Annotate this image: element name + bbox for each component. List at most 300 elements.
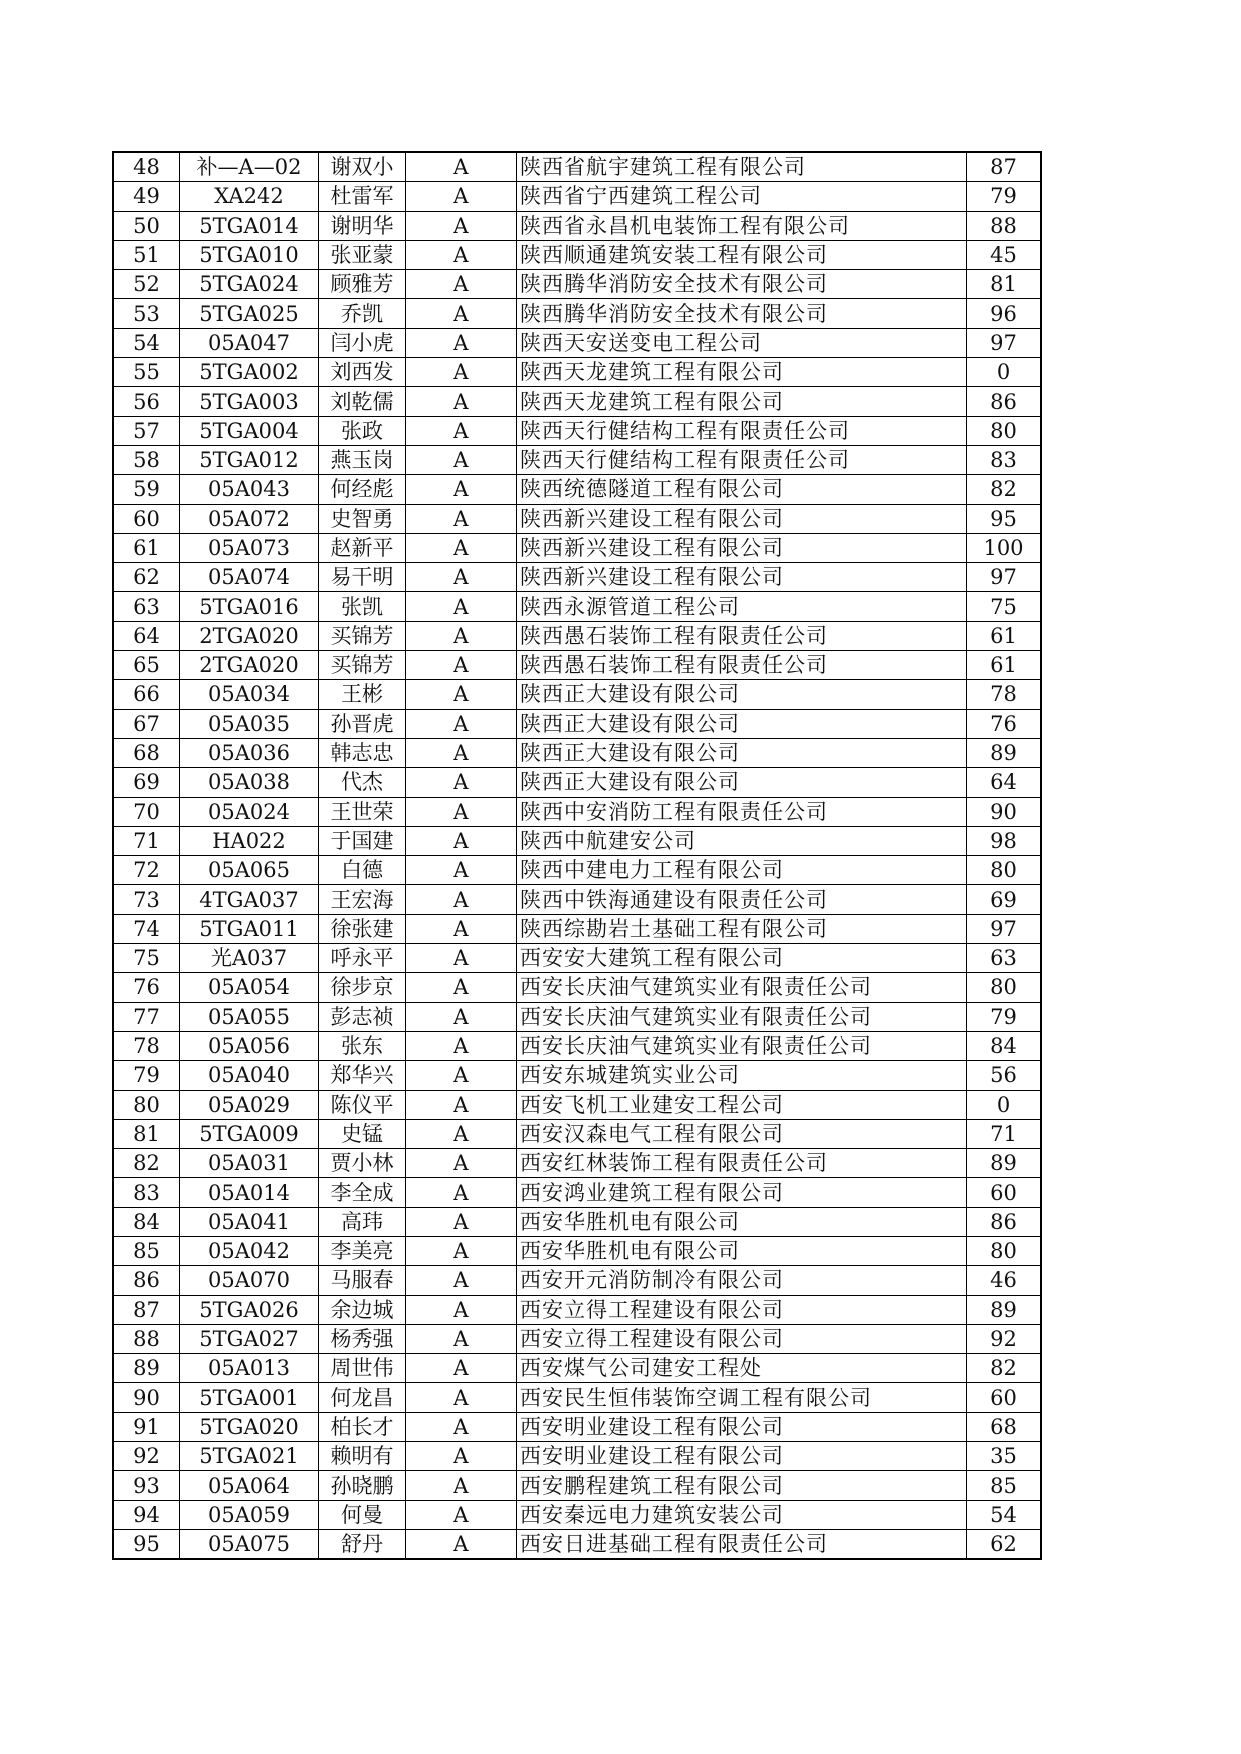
score-cell: 80 bbox=[967, 1236, 1042, 1265]
person-name-cell: 呼永平 bbox=[319, 944, 406, 973]
person-name-cell: 顾雅芳 bbox=[319, 270, 406, 299]
company-name-cell: 西安煤气公司建安工程处 bbox=[517, 1354, 967, 1383]
person-name-cell: 赵新平 bbox=[319, 533, 406, 562]
row-number-cell: 80 bbox=[113, 1090, 180, 1119]
grade-cell: A bbox=[406, 1236, 517, 1265]
person-name-cell: 孙晋虎 bbox=[319, 709, 406, 738]
certificate-id-cell: 05A029 bbox=[180, 1090, 319, 1119]
company-name-cell: 陕西天行健结构工程有限责任公司 bbox=[517, 416, 967, 445]
table-row bbox=[113, 182, 1041, 211]
score-cell: 80 bbox=[967, 856, 1042, 885]
certificate-id-cell: 4TGA037 bbox=[180, 885, 319, 914]
grade-cell: A bbox=[406, 533, 517, 562]
company-name-cell: 西安秦远电力建筑安装公司 bbox=[517, 1500, 967, 1529]
score-cell: 63 bbox=[967, 944, 1042, 973]
certificate-id-cell: 5TGA026 bbox=[180, 1295, 319, 1324]
row-number-cell: 60 bbox=[113, 504, 180, 533]
score-cell: 90 bbox=[967, 797, 1042, 826]
score-cell: 97 bbox=[967, 328, 1042, 357]
person-name-cell: 陈仪平 bbox=[319, 1090, 406, 1119]
company-name-cell: 西安开元消防制冷有限公司 bbox=[517, 1266, 967, 1295]
company-name-cell: 陕西正大建设有限公司 bbox=[517, 738, 967, 767]
certificate-id-cell: 05A075 bbox=[180, 1529, 319, 1559]
grade-cell: A bbox=[406, 299, 517, 328]
company-name-cell: 陕西腾华消防安全技术有限公司 bbox=[517, 270, 967, 299]
table-row bbox=[113, 621, 1041, 650]
person-name-cell: 买锦芳 bbox=[319, 621, 406, 650]
row-number-cell: 75 bbox=[113, 944, 180, 973]
score-cell: 85 bbox=[967, 1471, 1042, 1500]
table-row bbox=[113, 1207, 1041, 1236]
score-cell: 60 bbox=[967, 1178, 1042, 1207]
certificate-id-cell: 05A036 bbox=[180, 738, 319, 767]
row-number-cell: 83 bbox=[113, 1178, 180, 1207]
table-row bbox=[113, 738, 1041, 767]
person-name-cell: 易干明 bbox=[319, 563, 406, 592]
score-cell: 82 bbox=[967, 475, 1042, 504]
row-number-cell: 52 bbox=[113, 270, 180, 299]
score-cell: 88 bbox=[967, 211, 1042, 240]
certificate-id-cell: 05A047 bbox=[180, 328, 319, 357]
grade-cell: A bbox=[406, 944, 517, 973]
table-row bbox=[113, 592, 1041, 621]
table-row bbox=[113, 211, 1041, 240]
company-name-cell: 陕西中航建安公司 bbox=[517, 826, 967, 855]
company-name-cell: 陕西天安送变电工程公司 bbox=[517, 328, 967, 357]
table-row bbox=[113, 387, 1041, 416]
grade-cell: A bbox=[406, 1354, 517, 1383]
company-name-cell: 陕西天龙建筑工程有限公司 bbox=[517, 358, 967, 387]
table-row bbox=[113, 1442, 1041, 1471]
score-cell: 35 bbox=[967, 1442, 1042, 1471]
certificate-id-cell: 5TGA002 bbox=[180, 358, 319, 387]
certificate-id-cell: 05A031 bbox=[180, 1149, 319, 1178]
grade-cell: A bbox=[406, 1266, 517, 1295]
table-row bbox=[113, 826, 1041, 855]
company-name-cell: 西安红林装饰工程有限责任公司 bbox=[517, 1149, 967, 1178]
company-name-cell: 西安华胜机电有限公司 bbox=[517, 1207, 967, 1236]
company-name-cell: 西安明业建设工程有限公司 bbox=[517, 1442, 967, 1471]
certificate-id-cell: 5TGA014 bbox=[180, 211, 319, 240]
company-name-cell: 陕西天行健结构工程有限责任公司 bbox=[517, 445, 967, 474]
row-number-cell: 53 bbox=[113, 299, 180, 328]
grade-cell: A bbox=[406, 1383, 517, 1412]
person-name-cell: 郑华兴 bbox=[319, 1061, 406, 1090]
company-name-cell: 西安立得工程建设有限公司 bbox=[517, 1295, 967, 1324]
company-name-cell: 陕西统德隧道工程有限公司 bbox=[517, 475, 967, 504]
company-name-cell: 西安飞机工业建安工程公司 bbox=[517, 1090, 967, 1119]
table-row bbox=[113, 973, 1041, 1002]
company-name-cell: 西安汉森电气工程有限公司 bbox=[517, 1119, 967, 1148]
person-name-cell: 白德 bbox=[319, 856, 406, 885]
person-name-cell: 韩志忠 bbox=[319, 738, 406, 767]
grade-cell: A bbox=[406, 621, 517, 650]
company-name-cell: 西安鸿业建筑工程有限公司 bbox=[517, 1178, 967, 1207]
person-name-cell: 乔凯 bbox=[319, 299, 406, 328]
score-cell: 89 bbox=[967, 738, 1042, 767]
company-name-cell: 陕西愚石装饰工程有限责任公司 bbox=[517, 621, 967, 650]
table-row bbox=[113, 856, 1041, 885]
certificate-id-cell: 05A038 bbox=[180, 768, 319, 797]
grade-cell: A bbox=[406, 182, 517, 211]
certificate-id-cell: 05A035 bbox=[180, 709, 319, 738]
company-name-cell: 西安长庆油气建筑实业有限责任公司 bbox=[517, 1031, 967, 1060]
grade-cell: A bbox=[406, 885, 517, 914]
grade-cell: A bbox=[406, 651, 517, 680]
person-name-cell: 何龙昌 bbox=[319, 1383, 406, 1412]
certificate-id-cell: 05A034 bbox=[180, 680, 319, 709]
person-name-cell: 马服春 bbox=[319, 1266, 406, 1295]
score-cell: 61 bbox=[967, 621, 1042, 650]
certificate-id-cell: 05A059 bbox=[180, 1500, 319, 1529]
row-number-cell: 85 bbox=[113, 1236, 180, 1265]
score-cell: 89 bbox=[967, 1149, 1042, 1178]
certificate-id-cell: 5TGA021 bbox=[180, 1442, 319, 1471]
table-row bbox=[113, 1002, 1041, 1031]
row-number-cell: 59 bbox=[113, 475, 180, 504]
table-row bbox=[113, 1178, 1041, 1207]
person-name-cell: 谢双小 bbox=[319, 152, 406, 182]
row-number-cell: 92 bbox=[113, 1442, 180, 1471]
row-number-cell: 77 bbox=[113, 1002, 180, 1031]
score-cell: 96 bbox=[967, 299, 1042, 328]
table-row bbox=[113, 680, 1041, 709]
person-name-cell: 燕玉岗 bbox=[319, 445, 406, 474]
company-name-cell: 陕西永源管道工程公司 bbox=[517, 592, 967, 621]
person-name-cell: 彭志祯 bbox=[319, 1002, 406, 1031]
score-cell: 64 bbox=[967, 768, 1042, 797]
score-cell: 76 bbox=[967, 709, 1042, 738]
grade-cell: A bbox=[406, 1500, 517, 1529]
row-number-cell: 76 bbox=[113, 973, 180, 1002]
grade-cell: A bbox=[406, 1295, 517, 1324]
company-name-cell: 西安民生恒伟装饰空调工程有限公司 bbox=[517, 1383, 967, 1412]
certificate-id-cell: 5TGA016 bbox=[180, 592, 319, 621]
person-name-cell: 刘乾儒 bbox=[319, 387, 406, 416]
row-number-cell: 94 bbox=[113, 1500, 180, 1529]
row-number-cell: 74 bbox=[113, 914, 180, 943]
score-cell: 98 bbox=[967, 826, 1042, 855]
person-name-cell: 谢明华 bbox=[319, 211, 406, 240]
grade-cell: A bbox=[406, 768, 517, 797]
score-cell: 92 bbox=[967, 1324, 1042, 1353]
table-row bbox=[113, 885, 1041, 914]
table-row bbox=[113, 1383, 1041, 1412]
table-row bbox=[113, 1031, 1041, 1060]
certificate-id-cell: 光A037 bbox=[180, 944, 319, 973]
table-row bbox=[113, 358, 1041, 387]
company-name-cell: 陕西省宁西建筑工程公司 bbox=[517, 182, 967, 211]
certificate-id-cell: 5TGA004 bbox=[180, 416, 319, 445]
score-cell: 56 bbox=[967, 1061, 1042, 1090]
row-number-cell: 49 bbox=[113, 182, 180, 211]
row-number-cell: 68 bbox=[113, 738, 180, 767]
score-cell: 45 bbox=[967, 240, 1042, 269]
grade-cell: A bbox=[406, 797, 517, 826]
company-name-cell: 陕西正大建设有限公司 bbox=[517, 709, 967, 738]
row-number-cell: 48 bbox=[113, 152, 180, 182]
certificate-id-cell: 05A055 bbox=[180, 1002, 319, 1031]
grade-cell: A bbox=[406, 856, 517, 885]
table-row bbox=[113, 1236, 1041, 1265]
grade-cell: A bbox=[406, 270, 517, 299]
grade-cell: A bbox=[406, 592, 517, 621]
company-name-cell: 西安安大建筑工程有限公司 bbox=[517, 944, 967, 973]
certificate-id-cell: 5TGA020 bbox=[180, 1412, 319, 1441]
grade-cell: A bbox=[406, 387, 517, 416]
grade-cell: A bbox=[406, 1412, 517, 1441]
grade-cell: A bbox=[406, 1002, 517, 1031]
table-row bbox=[113, 1266, 1041, 1295]
grade-cell: A bbox=[406, 1178, 517, 1207]
row-number-cell: 89 bbox=[113, 1354, 180, 1383]
table-row bbox=[113, 1354, 1041, 1383]
company-name-cell: 陕西综勘岩土基础工程有限公司 bbox=[517, 914, 967, 943]
score-cell: 89 bbox=[967, 1295, 1042, 1324]
table-row bbox=[113, 416, 1041, 445]
certificate-id-cell: 5TGA001 bbox=[180, 1383, 319, 1412]
row-number-cell: 91 bbox=[113, 1412, 180, 1441]
person-name-cell: 闫小虎 bbox=[319, 328, 406, 357]
person-name-cell: 张东 bbox=[319, 1031, 406, 1060]
grade-cell: A bbox=[406, 1442, 517, 1471]
company-name-cell: 西安日进基础工程有限责任公司 bbox=[517, 1529, 967, 1559]
row-number-cell: 79 bbox=[113, 1061, 180, 1090]
company-name-cell: 西安长庆油气建筑实业有限责任公司 bbox=[517, 973, 967, 1002]
company-name-cell: 西安华胜机电有限公司 bbox=[517, 1236, 967, 1265]
company-name-cell: 陕西新兴建设工程有限公司 bbox=[517, 533, 967, 562]
person-name-cell: 赖明有 bbox=[319, 1442, 406, 1471]
certificate-id-cell: 05A056 bbox=[180, 1031, 319, 1060]
row-number-cell: 93 bbox=[113, 1471, 180, 1500]
row-number-cell: 66 bbox=[113, 680, 180, 709]
row-number-cell: 71 bbox=[113, 826, 180, 855]
company-name-cell: 陕西中铁海通建设有限责任公司 bbox=[517, 885, 967, 914]
person-name-cell: 舒丹 bbox=[319, 1529, 406, 1559]
row-number-cell: 67 bbox=[113, 709, 180, 738]
certificate-id-cell: 5TGA025 bbox=[180, 299, 319, 328]
table-row bbox=[113, 270, 1041, 299]
person-name-cell: 贾小林 bbox=[319, 1149, 406, 1178]
certificate-id-cell: 05A014 bbox=[180, 1178, 319, 1207]
certificate-id-cell: 05A070 bbox=[180, 1266, 319, 1295]
table-row bbox=[113, 152, 1041, 182]
row-number-cell: 95 bbox=[113, 1529, 180, 1559]
certificate-id-cell: 05A074 bbox=[180, 563, 319, 592]
table-row bbox=[113, 1471, 1041, 1500]
certificate-id-cell: 05A041 bbox=[180, 1207, 319, 1236]
person-name-cell: 徐张建 bbox=[319, 914, 406, 943]
score-cell: 95 bbox=[967, 504, 1042, 533]
company-name-cell: 西安立得工程建设有限公司 bbox=[517, 1324, 967, 1353]
grade-cell: A bbox=[406, 211, 517, 240]
table-row bbox=[113, 240, 1041, 269]
score-cell: 83 bbox=[967, 445, 1042, 474]
table-row bbox=[113, 768, 1041, 797]
certificate-id-cell: 05A073 bbox=[180, 533, 319, 562]
person-name-cell: 王宏海 bbox=[319, 885, 406, 914]
company-name-cell: 陕西省永昌机电装饰工程有限公司 bbox=[517, 211, 967, 240]
score-cell: 84 bbox=[967, 1031, 1042, 1060]
score-cell: 60 bbox=[967, 1383, 1042, 1412]
row-number-cell: 51 bbox=[113, 240, 180, 269]
person-name-cell: 张凯 bbox=[319, 592, 406, 621]
table-row bbox=[113, 533, 1041, 562]
grade-cell: A bbox=[406, 1529, 517, 1559]
company-name-cell: 陕西正大建设有限公司 bbox=[517, 768, 967, 797]
company-name-cell: 陕西腾华消防安全技术有限公司 bbox=[517, 299, 967, 328]
certificate-id-cell: 5TGA003 bbox=[180, 387, 319, 416]
row-number-cell: 73 bbox=[113, 885, 180, 914]
person-name-cell: 何曼 bbox=[319, 1500, 406, 1529]
row-number-cell: 63 bbox=[113, 592, 180, 621]
score-cell: 62 bbox=[967, 1529, 1042, 1559]
person-name-cell: 史智勇 bbox=[319, 504, 406, 533]
grade-cell: A bbox=[406, 358, 517, 387]
company-name-cell: 陕西正大建设有限公司 bbox=[517, 680, 967, 709]
row-number-cell: 88 bbox=[113, 1324, 180, 1353]
row-number-cell: 86 bbox=[113, 1266, 180, 1295]
person-name-cell: 李全成 bbox=[319, 1178, 406, 1207]
person-name-cell: 买锦芳 bbox=[319, 651, 406, 680]
company-name-cell: 陕西新兴建设工程有限公司 bbox=[517, 504, 967, 533]
score-cell: 0 bbox=[967, 1090, 1042, 1119]
grade-cell: A bbox=[406, 738, 517, 767]
table-row bbox=[113, 797, 1041, 826]
score-cell: 78 bbox=[967, 680, 1042, 709]
grade-cell: A bbox=[406, 1090, 517, 1119]
table-row bbox=[113, 1149, 1041, 1178]
certificate-id-cell: 2TGA020 bbox=[180, 651, 319, 680]
company-name-cell: 陕西新兴建设工程有限公司 bbox=[517, 563, 967, 592]
score-table-body bbox=[113, 152, 1041, 1559]
score-cell: 97 bbox=[967, 563, 1042, 592]
certificate-id-cell: XA242 bbox=[180, 182, 319, 211]
person-name-cell: 代杰 bbox=[319, 768, 406, 797]
score-cell: 87 bbox=[967, 152, 1042, 182]
grade-cell: A bbox=[406, 1031, 517, 1060]
certificate-id-cell: 补—A—02 bbox=[180, 152, 319, 182]
score-cell: 71 bbox=[967, 1119, 1042, 1148]
certificate-id-cell: 5TGA027 bbox=[180, 1324, 319, 1353]
grade-cell: A bbox=[406, 1061, 517, 1090]
person-name-cell: 徐步京 bbox=[319, 973, 406, 1002]
person-name-cell: 杜雷军 bbox=[319, 182, 406, 211]
certificate-id-cell: 05A013 bbox=[180, 1354, 319, 1383]
row-number-cell: 72 bbox=[113, 856, 180, 885]
company-name-cell: 陕西愚石装饰工程有限责任公司 bbox=[517, 651, 967, 680]
table-row bbox=[113, 1324, 1041, 1353]
table-row bbox=[113, 1061, 1041, 1090]
row-number-cell: 57 bbox=[113, 416, 180, 445]
row-number-cell: 50 bbox=[113, 211, 180, 240]
score-cell: 68 bbox=[967, 1412, 1042, 1441]
grade-cell: A bbox=[406, 416, 517, 445]
company-name-cell: 陕西天龙建筑工程有限公司 bbox=[517, 387, 967, 416]
certificate-id-cell: 5TGA011 bbox=[180, 914, 319, 943]
grade-cell: A bbox=[406, 1119, 517, 1148]
row-number-cell: 69 bbox=[113, 768, 180, 797]
row-number-cell: 61 bbox=[113, 533, 180, 562]
certificate-id-cell: 05A064 bbox=[180, 1471, 319, 1500]
person-name-cell: 何经彪 bbox=[319, 475, 406, 504]
table-row bbox=[113, 914, 1041, 943]
grade-cell: A bbox=[406, 445, 517, 474]
score-cell: 81 bbox=[967, 270, 1042, 299]
score-cell: 79 bbox=[967, 182, 1042, 211]
table-row bbox=[113, 709, 1041, 738]
certificate-id-cell: 5TGA012 bbox=[180, 445, 319, 474]
score-cell: 69 bbox=[967, 885, 1042, 914]
grade-cell: A bbox=[406, 240, 517, 269]
row-number-cell: 65 bbox=[113, 651, 180, 680]
score-cell: 80 bbox=[967, 416, 1042, 445]
table-row bbox=[113, 1529, 1041, 1559]
score-cell: 97 bbox=[967, 914, 1042, 943]
row-number-cell: 54 bbox=[113, 328, 180, 357]
certificate-id-cell: 5TGA009 bbox=[180, 1119, 319, 1148]
row-number-cell: 70 bbox=[113, 797, 180, 826]
person-name-cell: 王彬 bbox=[319, 680, 406, 709]
score-cell: 82 bbox=[967, 1354, 1042, 1383]
company-name-cell: 西安东城建筑实业公司 bbox=[517, 1061, 967, 1090]
grade-cell: A bbox=[406, 152, 517, 182]
row-number-cell: 64 bbox=[113, 621, 180, 650]
table-row bbox=[113, 1412, 1041, 1441]
table-row bbox=[113, 504, 1041, 533]
table-row bbox=[113, 328, 1041, 357]
score-cell: 54 bbox=[967, 1500, 1042, 1529]
person-name-cell: 于国建 bbox=[319, 826, 406, 855]
table-row bbox=[113, 299, 1041, 328]
score-cell: 86 bbox=[967, 387, 1042, 416]
company-name-cell: 陕西中安消防工程有限责任公司 bbox=[517, 797, 967, 826]
company-name-cell: 西安鹏程建筑工程有限公司 bbox=[517, 1471, 967, 1500]
company-name-cell: 陕西顺通建筑安装工程有限公司 bbox=[517, 240, 967, 269]
grade-cell: A bbox=[406, 563, 517, 592]
company-name-cell: 陕西中建电力工程有限公司 bbox=[517, 856, 967, 885]
grade-cell: A bbox=[406, 1149, 517, 1178]
row-number-cell: 55 bbox=[113, 358, 180, 387]
grade-cell: A bbox=[406, 504, 517, 533]
person-name-cell: 柏长才 bbox=[319, 1412, 406, 1441]
person-name-cell: 张亚蒙 bbox=[319, 240, 406, 269]
score-cell: 46 bbox=[967, 1266, 1042, 1295]
row-number-cell: 58 bbox=[113, 445, 180, 474]
company-name-cell: 陕西省航宇建筑工程有限公司 bbox=[517, 152, 967, 182]
person-name-cell: 王世荣 bbox=[319, 797, 406, 826]
row-number-cell: 81 bbox=[113, 1119, 180, 1148]
certificate-id-cell: 05A024 bbox=[180, 797, 319, 826]
row-number-cell: 62 bbox=[113, 563, 180, 592]
row-number-cell: 56 bbox=[113, 387, 180, 416]
table-row bbox=[113, 651, 1041, 680]
score-cell: 86 bbox=[967, 1207, 1042, 1236]
score-cell: 61 bbox=[967, 651, 1042, 680]
table-row bbox=[113, 1500, 1041, 1529]
person-name-cell: 周世伟 bbox=[319, 1354, 406, 1383]
score-cell: 0 bbox=[967, 358, 1042, 387]
table-row bbox=[113, 445, 1041, 474]
row-number-cell: 87 bbox=[113, 1295, 180, 1324]
grade-cell: A bbox=[406, 1471, 517, 1500]
table-row bbox=[113, 1119, 1041, 1148]
grade-cell: A bbox=[406, 680, 517, 709]
score-table bbox=[112, 151, 1042, 1560]
row-number-cell: 82 bbox=[113, 1149, 180, 1178]
table-row bbox=[113, 563, 1041, 592]
person-name-cell: 刘西发 bbox=[319, 358, 406, 387]
